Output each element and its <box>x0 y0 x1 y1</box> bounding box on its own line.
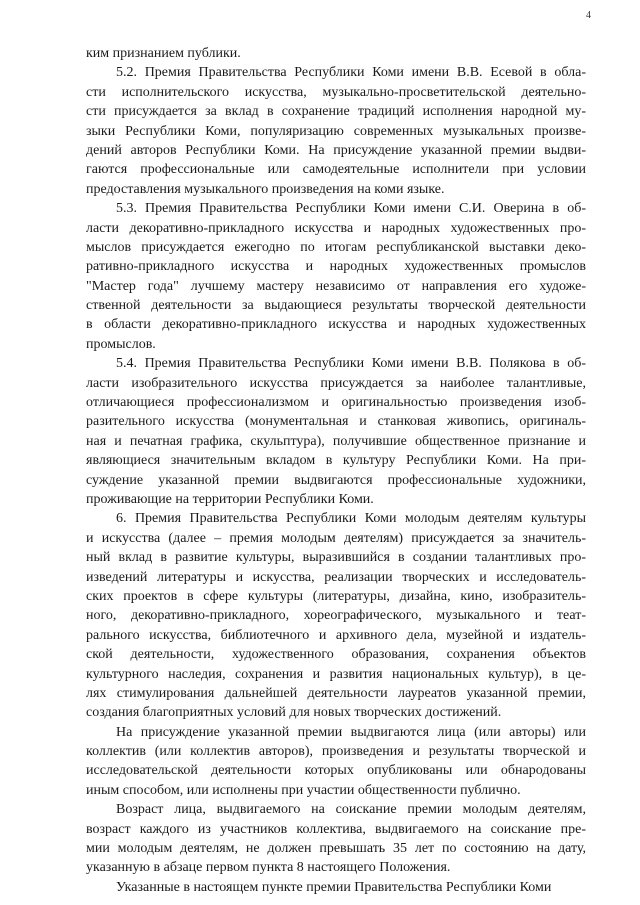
text-line: проживающие на территории Республики Коми. <box>86 491 374 507</box>
text-line: культурного наследия, сохранения и развития национальных культур), в це- <box>86 666 586 682</box>
page-number: 4 <box>586 10 591 21</box>
text-line: 5.3. Премия Правительства Республики Коми имени С.И. Оверина в об- <box>116 201 586 217</box>
text-line: промыслов. <box>86 336 156 352</box>
text-line: зыки Республики Коми, популяризацию современных музыкальных произве- <box>86 123 586 139</box>
text-line: предоставления музыкального произведения на коми языке. <box>86 181 445 197</box>
text-line: и искусства (далее – премия молодым деятелям) присуждается за значитель- <box>86 530 586 546</box>
text-line: Возраст лица, выдвигаемого на соискание премии молодым деятелям, <box>116 802 586 818</box>
text-line: 5.4. Премия Правительства Республики Коми имени В.В. Полякова в об- <box>116 356 586 372</box>
paragraph <box>86 878 586 897</box>
paragraph <box>86 800 586 878</box>
paragraph <box>86 44 586 63</box>
text-line: являющиеся значительным вкладом в культуру Республики Коми. На при- <box>86 453 586 469</box>
text-line: ким признанием публики. <box>86 46 241 61</box>
text-line: 6. Премия Правительства Республики Коми молодым деятелям культуры <box>116 511 586 527</box>
text-line: изведений литературы и искусства, реализации творческих и исследователь- <box>86 569 586 585</box>
text-line: лях стимулирования дальнейшей деятельности лауреатов указанной премии, <box>86 685 586 701</box>
text-line: ских проектов в сфере культуры (литературы, дизайна, кино, изобразитель- <box>86 588 586 604</box>
text-line: создания благоприятных условий для новых творческих достижений. <box>86 705 502 721</box>
document-body <box>86 44 586 897</box>
text-line: рального искусства, библиотечного и архивного дела, музейной и издатель- <box>86 627 586 643</box>
text-line: На присуждение указанной премии выдвигаются лица (или авторы) или <box>116 724 586 740</box>
text-line: мыслов присуждается ежегодно по итогам республиканской выставки деко- <box>86 239 586 255</box>
text-line: ласти изобразительного искусства присуждается за наиболее талантливые, <box>86 375 586 391</box>
text-line: суждение указанной премии выдвигаются профессиональные художники, <box>86 472 586 488</box>
text-line: ный вклад в развитие культуры, выразившийся в создании талантливых про- <box>86 550 586 566</box>
text-line: исследовательской деятельности которых опубликованы или обнародованы <box>86 763 586 779</box>
paragraph <box>86 723 586 801</box>
paragraph <box>86 354 586 509</box>
text-line: гаются профессиональные или самодеятельные исполнители при условии <box>86 162 586 178</box>
text-line: коллектив (или коллектив авторов), произведения и результаты творческой и <box>86 744 586 760</box>
text-line: сти присуждается за вклад в сохранение традиций исполнения народной му- <box>86 104 586 120</box>
text-line: 5.2. Премия Правительства Республики Коми имени В.В. Есевой в обла- <box>116 65 586 81</box>
text-line: возраст каждого из участников коллектива, выдвигаемого на соискание пре- <box>86 821 586 837</box>
text-line: отличающиеся профессионализмом и оригинальностью произведения изоб- <box>86 395 586 411</box>
text-line: ственной деятельности за выдающиеся результаты творческой деятельности <box>86 298 586 314</box>
text-line: Указанные в настоящем пункте премии Правительства Республики Коми <box>116 879 552 895</box>
text-line: ласти декоративно-прикладного искусства и народных художественных про- <box>86 220 586 236</box>
text-line: мии молодым деятелям, не должен превышать 35 лет по состоянию на дату, <box>86 841 586 857</box>
text-line: дений авторов Республики Коми. На присуждение указанной премии выдви- <box>86 142 586 158</box>
paragraph <box>86 199 586 354</box>
paragraph <box>86 63 586 199</box>
text-line: в области декоративно-прикладного искусства и народных художественных <box>86 317 586 333</box>
text-line: иным способом, или исполнены при участии общественности публично. <box>86 782 521 798</box>
text-line: указанную в абзаце первом пункта 8 настоящего Положения. <box>86 860 451 876</box>
text-line: разительного искусства (монументальная и станковая живопись, оригиналь- <box>86 414 586 430</box>
text-line: "Мастер года" лучшему мастеру независимо от направления его художе- <box>86 278 586 294</box>
text-line: ской деятельности, художественного образования, сохранения объектов <box>86 647 586 663</box>
paragraph <box>86 509 586 722</box>
text-line: ная и печатная графика, скульптура), получившие общественное признание и <box>86 433 586 449</box>
text-line: ративно-прикладного искусства и народных художественных промыслов <box>86 259 586 275</box>
text-line: сти исполнительского искусства, музыкально-просветительской деятельно- <box>86 84 586 100</box>
text-line: ного, декоративно-прикладного, хореографического, музыкального и теат- <box>86 608 586 624</box>
